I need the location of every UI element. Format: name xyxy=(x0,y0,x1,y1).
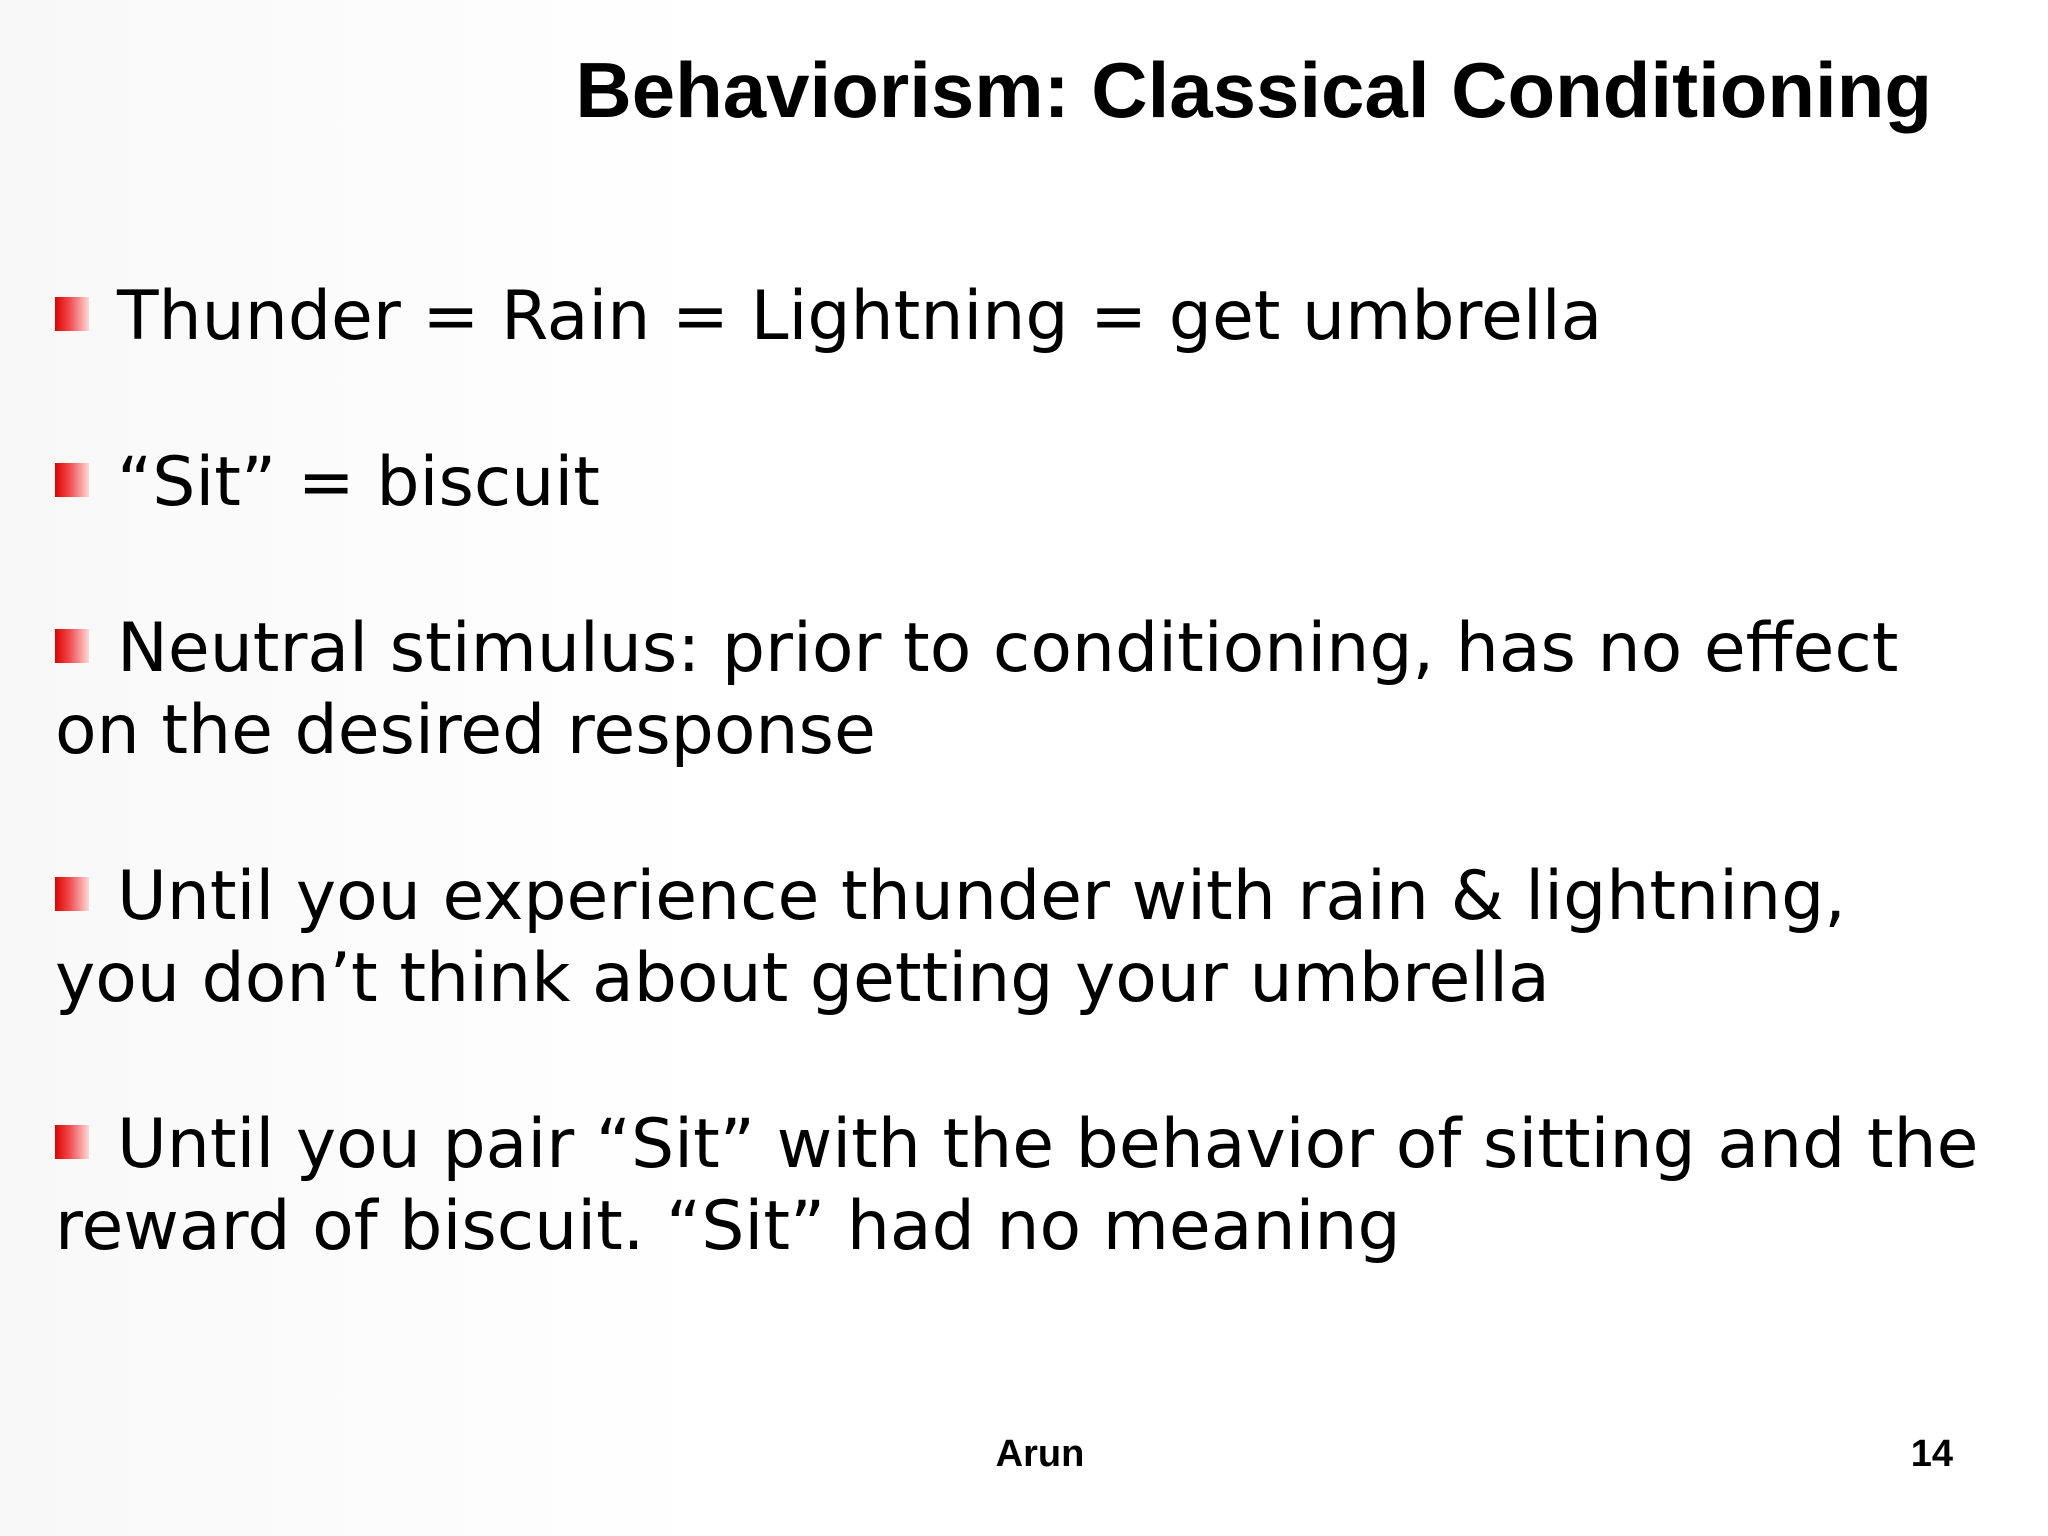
page-number: 14 xyxy=(1910,1433,1953,1475)
bullet-text: Thunder = Rain = Lightning = get umbrella xyxy=(117,277,1603,356)
bullet-text: Neutral stimulus: prior to conditioning, has no effect on the desired response xyxy=(55,609,1899,770)
bullet-item xyxy=(55,442,1985,524)
slide-title: Behaviorism: Classical Conditioning xyxy=(575,46,1932,134)
bullet-text: Until you experience thunder with rain & lightning, you don’t think about getting your umbrella xyxy=(55,857,1846,1018)
bullet-square-icon xyxy=(55,1125,89,1159)
footer-author: Arun xyxy=(995,1433,1085,1475)
bullet-text: Until you pair “Sit” with the behavior of sitting and the reward of biscuit. “Sit” had no meaning xyxy=(55,1105,1979,1266)
bullet-item xyxy=(55,608,1985,772)
bullet-square-icon xyxy=(55,877,89,911)
bullet-list xyxy=(55,276,1985,1352)
bullet-text: “Sit” = biscuit xyxy=(117,443,600,522)
bullet-item xyxy=(55,276,1985,358)
bullet-item xyxy=(55,1104,1985,1268)
bullet-square-icon xyxy=(55,463,89,497)
bullet-square-icon xyxy=(55,629,89,663)
bullet-square-icon xyxy=(55,297,89,331)
bullet-item xyxy=(55,856,1985,1020)
